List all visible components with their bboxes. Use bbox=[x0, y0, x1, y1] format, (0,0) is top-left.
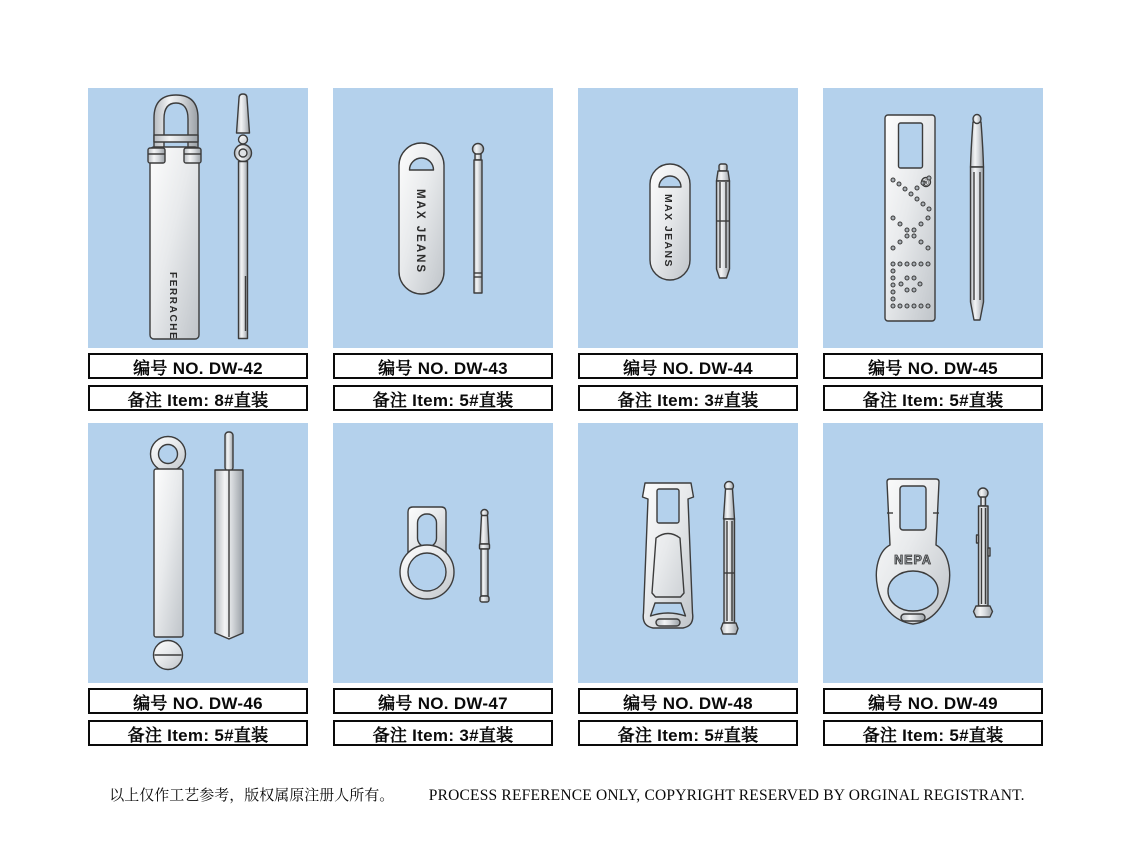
illustration-dw47-puller-and-pin bbox=[333, 423, 553, 683]
product-cell-dw45 bbox=[823, 88, 1043, 411]
product-cell-dw46 bbox=[88, 423, 308, 746]
product-panel bbox=[578, 423, 798, 683]
brand-text: FERRACHE bbox=[167, 272, 178, 341]
label-no: 编号 NO. DW-47 bbox=[333, 688, 553, 714]
footer-note-cn: 以上仅作工艺参考，版权属原注册人所有。 bbox=[109, 787, 395, 804]
illustration-dw43-puller-and-pin bbox=[333, 88, 553, 348]
label-no: 编号 NO. DW-44 bbox=[578, 353, 798, 379]
label-item: 备注 Item: 3#直装 bbox=[578, 385, 798, 411]
label-no: 编号 NO. DW-45 bbox=[823, 353, 1043, 379]
product-panel bbox=[88, 88, 308, 348]
brand-text: MAX JEANS bbox=[414, 189, 426, 275]
illustration-dw44-puller-and-pin bbox=[578, 88, 798, 348]
product-cell-dw47 bbox=[333, 423, 553, 746]
product-cell-dw49 bbox=[823, 423, 1043, 746]
label-item: 备注 Item: 3#直装 bbox=[333, 720, 553, 746]
label-item: 备注 Item: 8#直装 bbox=[88, 385, 308, 411]
footer bbox=[0, 784, 1134, 805]
product-cell-dw43 bbox=[333, 88, 553, 411]
label-no: 编号 NO. DW-42 bbox=[88, 353, 308, 379]
product-panel bbox=[333, 88, 553, 348]
label-item: 备注 Item: 5#直装 bbox=[823, 385, 1043, 411]
brand-text: MAX JEANS bbox=[662, 194, 674, 268]
product-panel bbox=[333, 423, 553, 683]
registered-mark: ® bbox=[923, 178, 929, 188]
product-panel bbox=[88, 423, 308, 683]
label-no: 编号 NO. DW-48 bbox=[578, 688, 798, 714]
product-panel bbox=[823, 88, 1043, 348]
product-cell-dw44 bbox=[578, 88, 798, 411]
illustration-dw42-puller-and-pin bbox=[88, 88, 308, 348]
label-no: 编号 NO. DW-43 bbox=[333, 353, 553, 379]
label-no: 编号 NO. DW-49 bbox=[823, 688, 1043, 714]
product-cell-dw42 bbox=[88, 88, 308, 411]
label-item: 备注 Item: 5#直装 bbox=[88, 720, 308, 746]
illustration-dw49-puller-and-pin bbox=[823, 423, 1043, 683]
product-cell-dw48 bbox=[578, 423, 798, 746]
illustration-dw46-puller-and-pin bbox=[88, 423, 308, 683]
label-item: 备注 Item: 5#直装 bbox=[333, 385, 553, 411]
illustration-dw48-puller-and-pin bbox=[578, 423, 798, 683]
label-no: 编号 NO. DW-46 bbox=[88, 688, 308, 714]
brand-text: NEPA bbox=[894, 553, 932, 567]
footer-note-en: PROCESS REFERENCE ONLY, COPYRIGHT RESERVED BY ORGINAL REGISTRANT. bbox=[428, 787, 1025, 804]
label-item: 备注 Item: 5#直装 bbox=[823, 720, 1043, 746]
product-panel bbox=[578, 88, 798, 348]
product-panel bbox=[823, 423, 1043, 683]
illustration-dw45-puller-and-pin bbox=[823, 88, 1043, 348]
label-item: 备注 Item: 5#直装 bbox=[578, 720, 798, 746]
